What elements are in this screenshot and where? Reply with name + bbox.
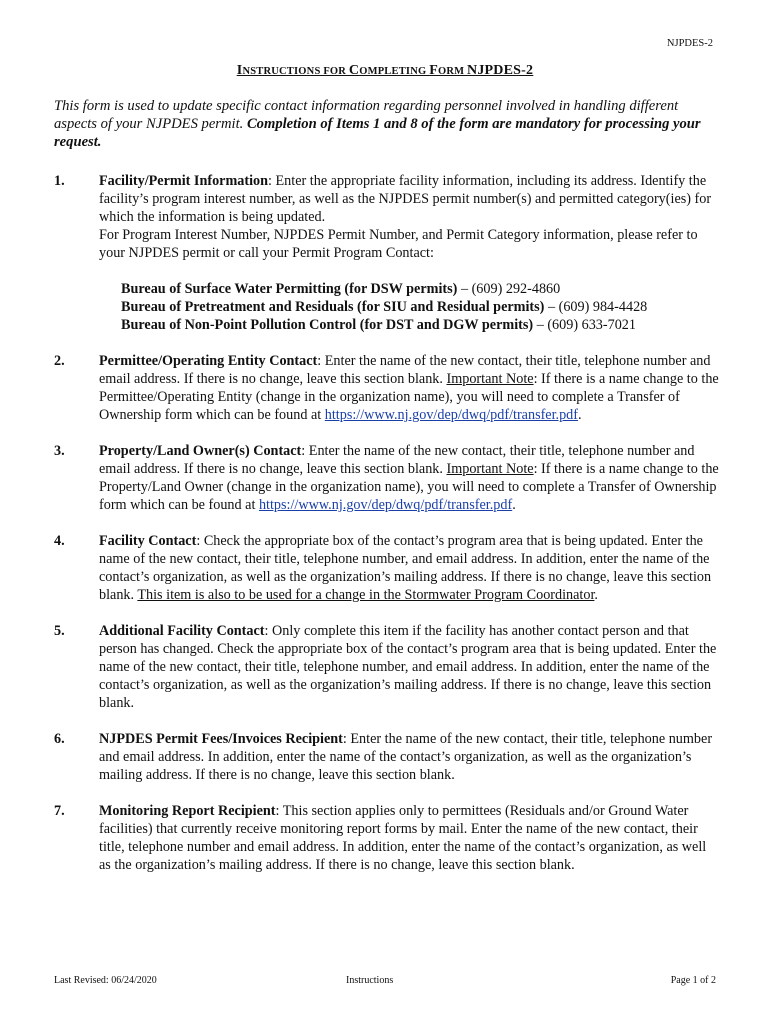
bureau-contact: Bureau of Non-Point Pollution Control (for DST and DGW permits) – (609) 633-7021 — [121, 317, 636, 333]
item-heading: NJPDES Permit Fees/Invoices Recipient — [99, 731, 343, 747]
item-text: : This section applies only to permittees (Residuals and/or Ground Water facilities) that currently receive monitoring report forms by mail. Enter the name of the new contact, their title, telephone number and email address. In addition, enter the name of the contact’s organization, as well as the organization’s mailing address. If there is no change, leave this section blank. — [99, 803, 707, 873]
item-number: 2. — [54, 353, 65, 369]
bureau-contact: Bureau of Surface Water Permitting (for DSW permits) – (609) 292-4860 — [121, 281, 561, 297]
bureau-contact: Bureau of Pretreatment and Residuals (for SIU and Residual permits) – (609) 984-4428 — [121, 299, 648, 315]
item-text: : Enter the appropriate facility information, including its address. Identify the facility’s program interest number, as well as the NJPDES permit number(s) and permitted category(ies) for which the information is being updated. — [99, 173, 712, 225]
item-heading: Property/Land Owner(s) Contact — [99, 443, 302, 459]
transfer-form-link[interactable]: https://www.nj.gov/dep/dwq/pdf/transfer.pdf — [258, 497, 513, 513]
item-text: : Only complete this item if the facility has another contact person and that person has changed. Check the appropriate box of the contact’s program area that is being updated. Enter the name of the new contact, their title, telephone number, and email address. In addition, enter the name of the contact’s organization, as well as the organization’s mailing address. If there is no change, leave this section blank. — [99, 623, 717, 711]
item-text-2: : If there is a name change to the Property/Land Owner (change in the organization name), you will need to complete a Transfer of Ownership form which can be found at — [99, 461, 719, 513]
page-number: Page 1 of 2 — [670, 975, 716, 986]
item-heading: Facility/Permit Information — [99, 173, 269, 189]
item-number: 6. — [54, 731, 65, 747]
item-text: : Enter the name of the new contact, their title, telephone number and email address. In addition, enter the name of the contact’s organization, as well as the organization’s mailing address. If there is no change, leave this section blank. — [99, 731, 713, 783]
intro-text: This form is used to update specific contact information regarding personnel involved in handling different aspects of your NJPDES permit. — [54, 98, 679, 132]
item-subparagraph: For Program Interest Number, NJPDES Permit Number, and Permit Category information, please refer to your NJPDES permit or call your Permit Program Contact: — [99, 227, 698, 261]
item-number: 4. — [54, 533, 65, 549]
instruction-item-5 — [54, 622, 720, 712]
item-heading: Facility Contact — [99, 533, 197, 549]
important-note-label: Important Note — [446, 461, 534, 477]
item-text-2: : If there is a name change to the Permittee/Operating Entity (change in the organization name), you will need to complete a Transfer of Ownership form which can be found at — [99, 371, 719, 423]
important-note-label: Important Note — [446, 371, 534, 387]
item-number: 1. — [54, 173, 65, 189]
intro-mandatory-text: Completion of Items 1 and 8 of the form are mandatory for processing your request. — [54, 116, 701, 150]
instruction-item-7 — [54, 802, 720, 874]
instruction-item-1 — [54, 172, 720, 334]
item-heading: Monitoring Report Recipient — [99, 803, 276, 819]
last-revised: Last Revised: 06/24/2020 — [54, 975, 157, 986]
item-number: 7. — [54, 803, 65, 819]
bureau-contact-list — [121, 280, 720, 334]
item-text: : Check the appropriate box of the contact’s program area that is being updated. Enter the name of the new contact, their title, telephone number, and email address. In addition, enter the name of the contact’s organization, as well as the organization’s mailing address. If there is no change, leave this section blank. — [99, 533, 712, 603]
item-number: 3. — [54, 443, 65, 459]
instruction-item-4: 4. Facility Contact: Check the appropriate box of the contact’s program area that is being updated. Enter the name of the new contact, their title, telephone number, and email address. In addition, enter the name of the contact’s organization, as well as the organization’s mailing address. If there is no change, leave this section blank. This item is also to be used for a change in the Stormwater Program Coordinator. — [54, 533, 712, 603]
form-id: NJPDES-2 — [666, 38, 713, 49]
stormwater-note: This item is also to be used for a change in the Stormwater Program Coordinator — [137, 587, 595, 603]
item-heading: Additional Facility Contact — [99, 623, 265, 639]
item-text: : Enter the name of the new contact, their title, telephone number and email address. If there is no change, leave this section blank. — [99, 353, 711, 387]
instruction-item-6 — [54, 730, 720, 784]
item-heading: Permittee/Operating Entity Contact — [99, 353, 318, 369]
instruction-list — [54, 172, 720, 892]
instruction-item-2: 2. Permittee/Operating Entity Contact: Enter the name of the new contact, their title, telephone number and email address. If there is no change, leave this section blank. Important Note: If there is a name change to the Permittee/Operating Entity (change in the organization name), you will need to complete a Transfer of Ownership form which can be found at https://www.nj.gov/dep/dwq/pdf/transfer.pdf. — [54, 353, 719, 423]
transfer-form-link[interactable]: https://www.nj.gov/dep/dwq/pdf/transfer.pdf — [324, 407, 579, 423]
instruction-item-3: 3. Property/Land Owner(s) Contact: Enter the name of the new contact, their title, telephone number and email address. If there is no change, leave this section blank. Important Note: If there is a name change to the Property/Land Owner (change in the organization name), you will need to complete a Transfer of Ownership form which can be found at https://www.nj.gov/dep/dwq/pdf/transfer.pdf. — [54, 443, 719, 513]
item-text: : Enter the name of the new contact, their title, telephone number and email address. If there is no change, leave this section blank. — [99, 443, 695, 477]
item-number: 5. — [54, 623, 65, 639]
page-title: INSTRUCTIONS FOR COMPLETING FORM NJPDES-2 — [236, 63, 534, 78]
footer-section: Instructions — [346, 975, 394, 986]
intro-paragraph — [54, 97, 720, 151]
